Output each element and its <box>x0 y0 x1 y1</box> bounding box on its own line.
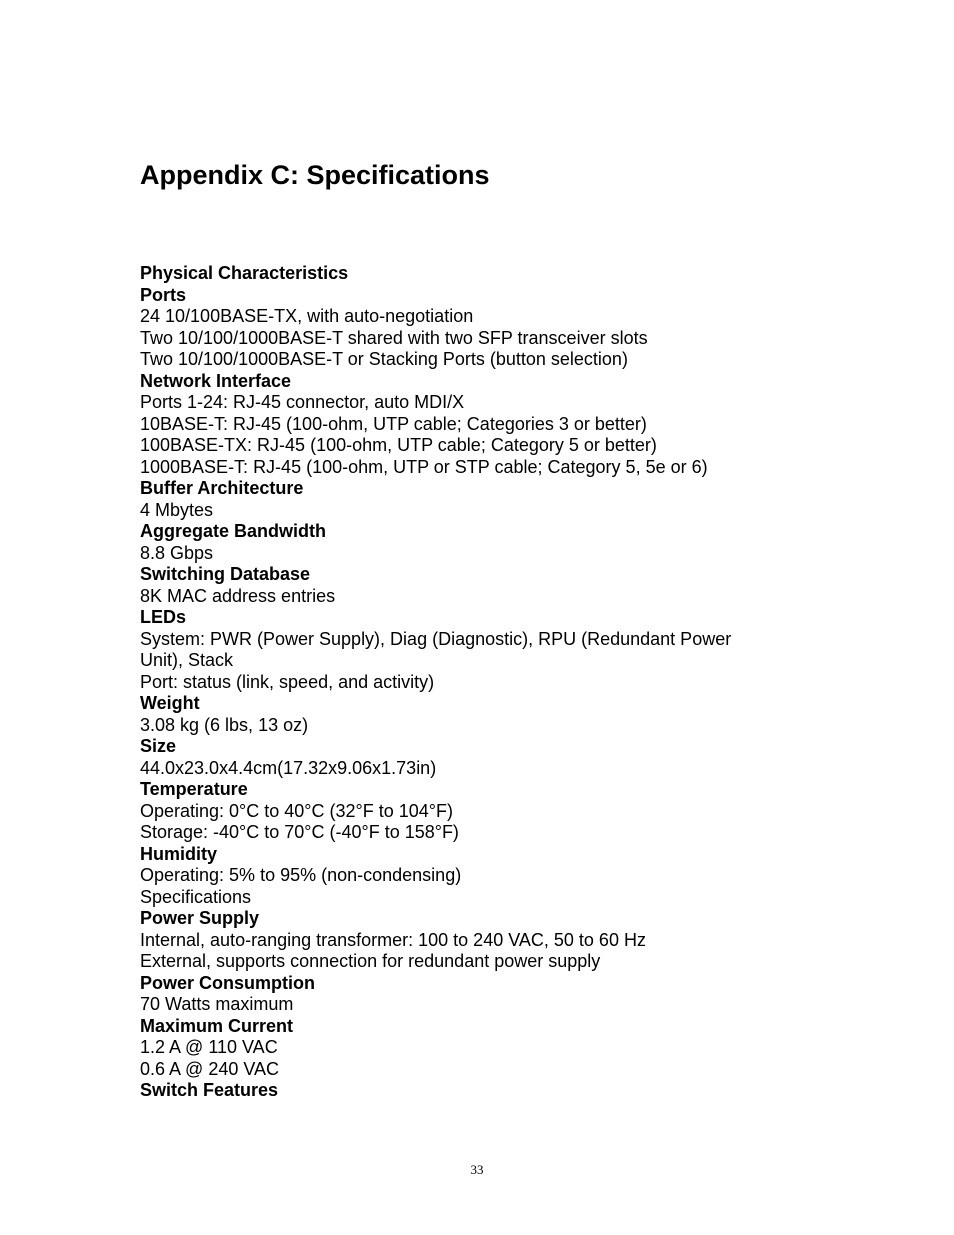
spec-line: 8K MAC address entries <box>140 585 336 606</box>
section-heading: Switching Database <box>140 564 311 584</box>
spec-line: Operating: 0°C to 40°C (32°F to 104°F) <box>140 800 453 821</box>
section-heading: Physical Characteristics <box>140 263 349 283</box>
section-heading: Size <box>140 736 177 756</box>
spec-line: 1.2 A @ 110 VAC <box>140 1037 278 1057</box>
spec-line: Unit), Stack <box>140 650 234 670</box>
page-title: Appendix C: Specifications <box>140 160 490 190</box>
spec-line: 24 10/100BASE-TX, with auto-negotiation <box>140 306 474 326</box>
spec-line: Storage: -40°C to 70°C (-40°F to 158°F) <box>140 822 459 842</box>
spec-line: 100BASE-TX: RJ-45 (100-ohm, UTP cable; Category 5 or better) <box>140 435 657 455</box>
specifications-body <box>140 263 780 1102</box>
spec-line: 4 Mbytes <box>140 499 214 520</box>
section-heading: Weight <box>140 693 200 713</box>
spec-line: Ports 1-24: RJ-45 connector, auto MDI/X <box>140 392 465 412</box>
section-heading: Switch Features <box>140 1080 279 1100</box>
spec-line: 0.6 A @ 240 VAC <box>140 1058 280 1079</box>
section-heading: Maximum Current <box>140 1015 294 1036</box>
section-heading: Ports <box>140 284 187 305</box>
section-heading: Power Consumption <box>140 972 315 993</box>
spec-line: Two 10/100/1000BASE-T or Stacking Ports (button selection) <box>140 349 628 369</box>
section-heading: Buffer Architecture <box>140 478 304 498</box>
page-number: 33 <box>470 1162 484 1177</box>
spec-line: Two 10/100/1000BASE-T shared with two SFP transceiver slots <box>140 327 648 348</box>
spec-line: 8.8 Gbps <box>140 542 214 563</box>
section-heading: LEDs <box>140 607 187 627</box>
section-heading: Network Interface <box>140 370 292 391</box>
spec-line: 1000BASE-T: RJ-45 (100-ohm, UTP or STP cable; Category 5, 5e or 6) <box>140 456 708 477</box>
spec-line: Specifications <box>140 886 252 907</box>
spec-line: 70 Watts maximum <box>140 994 294 1014</box>
section-heading: Humidity <box>140 843 218 864</box>
spec-line: 44.0x23.0x4.4cm(17.32x9.06x1.73in) <box>140 757 437 778</box>
spec-line: Internal, auto-ranging transformer: 100 to 240 VAC, 50 to 60 Hz <box>140 929 646 950</box>
section-heading: Aggregate Bandwidth <box>140 521 327 541</box>
spec-line: 10BASE-T: RJ-45 (100-ohm, UTP cable; Categories 3 or better) <box>140 413 647 434</box>
section-heading: Power Supply <box>140 908 260 928</box>
spec-line: System: PWR (Power Supply), Diag (Diagnostic), RPU (Redundant Power <box>140 628 732 649</box>
spec-line: External, supports connection for redundant power supply <box>140 951 601 971</box>
spec-line: Operating: 5% to 95% (non-condensing) <box>140 865 462 885</box>
spec-line: 3.08 kg (6 lbs, 13 oz) <box>140 714 309 735</box>
spec-line: Port: status (link, speed, and activity) <box>140 671 435 692</box>
section-heading: Temperature <box>140 779 248 799</box>
